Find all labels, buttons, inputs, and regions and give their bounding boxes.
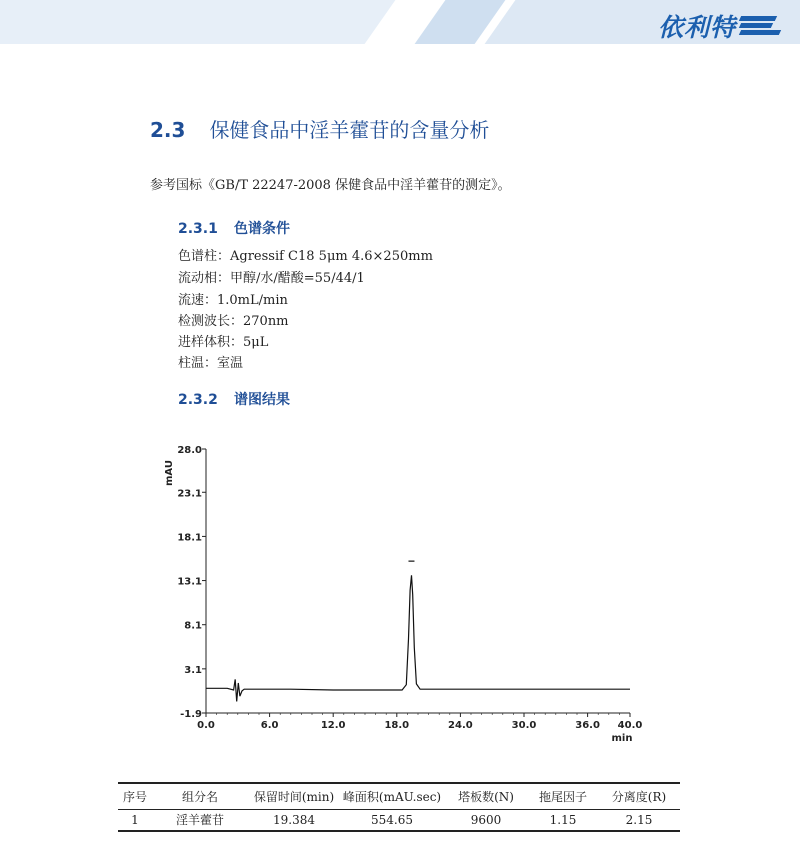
condition-wavelength: 检测波长：270nm [178,314,289,329]
header-resolution: 分离度(R) [598,783,680,809]
section-heading [150,114,489,143]
x-tick-label: 0.0 [197,720,215,731]
cell-retention-time: 19.384 [248,809,340,831]
condition-flow-rate: 流速：1.0mL/min [178,293,288,308]
subsection-title: 谱图结果 [234,392,290,408]
y-axis-label: mAU [164,460,175,486]
cell-peak-area: 554.65 [340,809,444,831]
condition-column: 色谱柱：Agressif C18 5μm 4.6×250mm [178,249,433,264]
section-title: 保健食品中淫羊藿苷的含量分析 [209,118,490,142]
header-tailing-factor: 拖尾因子 [528,783,598,809]
cell-resolution: 2.15 [598,809,680,831]
y-tick-label: 23.1 [177,488,202,500]
x-tick-label: 18.0 [384,720,410,731]
x-tick-label: 30.0 [511,720,537,731]
section-number: 2.3 [150,118,186,142]
cell-tailing-factor: 1.15 [528,809,598,831]
y-tick-label: -1.9 [180,709,202,720]
header-plate-count: 塔板数(N) [444,783,528,809]
y-tick-label: 28.0 [177,445,202,456]
y-tick-label: 18.1 [177,532,202,544]
subsection-number: 2.3.2 [178,392,218,408]
y-tick-label: 8.1 [184,620,202,632]
subsection-heading-conditions [178,218,290,238]
logo-bars-icon [740,14,782,38]
header-retention-time: 保留时间(min) [248,783,340,809]
subsection-number: 2.3.1 [178,221,218,237]
header-peak-area: 峰面积(mAU.sec) [340,783,444,809]
header-component: 组分名 [152,783,248,809]
table-row [118,809,680,831]
y-tick-label: 13.1 [177,576,202,588]
condition-injection-volume: 进样体积：5μL [178,335,269,350]
chromatogram-trace [206,575,630,701]
x-tick-label: 6.0 [260,720,279,731]
x-tick-label: 12.0 [320,720,346,731]
subsection-title: 色谱条件 [234,221,290,237]
condition-column-temperature: 柱温：室温 [178,356,244,371]
intro-paragraph: 参考国标《GB/T 22247-2008 保健食品中淫羊藿苷的测定》。 [150,178,511,193]
x-axis-label: min [611,733,633,744]
results-table [118,782,680,832]
logo-text: 依利特 [657,13,736,42]
cell-component: 淫羊藿苷 [152,809,248,831]
subsection-heading-results [178,389,290,409]
table-header-row [118,783,680,809]
chromatogram-chart [150,438,650,748]
cell-plate-count: 9600 [444,809,528,831]
brand-logo [658,8,782,44]
header-index: 序号 [118,783,152,809]
x-tick-label: 36.0 [575,720,600,731]
y-tick-label: 3.1 [184,664,202,676]
x-tick-label: 24.0 [448,720,473,731]
cell-index: 1 [118,809,152,831]
x-tick-label: 40.0 [617,720,643,731]
condition-mobile-phase: 流动相：甲醇/水/醋酸=55/44/1 [178,271,365,286]
